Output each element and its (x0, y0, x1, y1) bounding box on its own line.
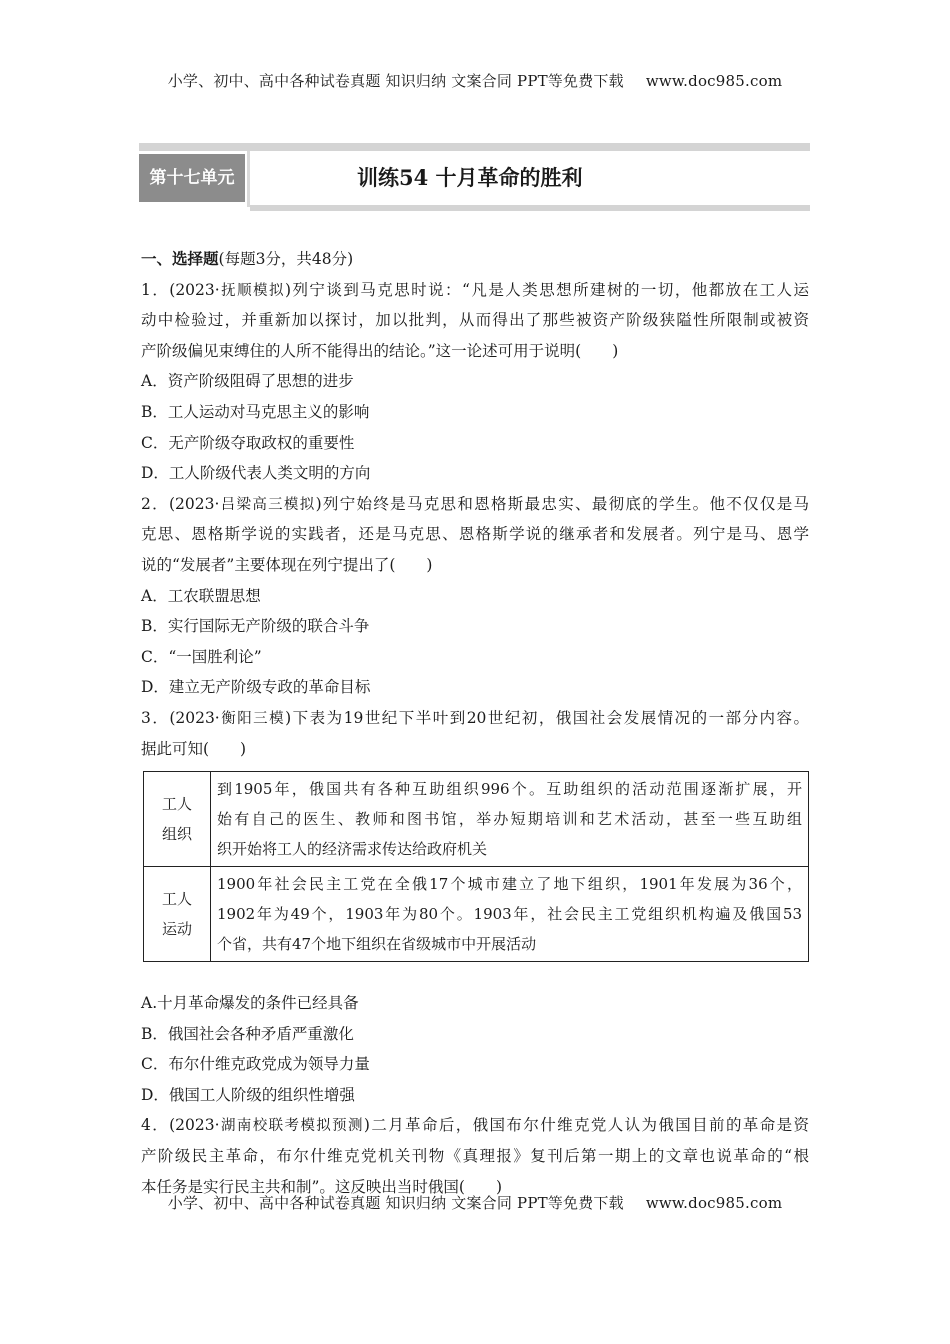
question-number: 3．(2023· (141, 708, 220, 727)
question-content (141, 244, 809, 1202)
page-footer (0, 1192, 950, 1213)
table-row-label: 工人 组织 (144, 772, 211, 867)
question-stem-line: 本任务是实行民主共和制”。这反映出当时俄国( ) (141, 1177, 503, 1196)
question-number: 4．(2023· (141, 1116, 220, 1135)
option-a[interactable]: A．工农联盟思想 (141, 586, 261, 605)
table-row (144, 867, 809, 962)
table-cell: 到1905年，俄国共有各种互助组织996个。互助组织的活动范围逐渐扩展，开 始有自己的医生、教师和图书馆，举办短期培训和艺术活动，甚至一些互助组 织开始将工人的经济需求传达给政府机关 (211, 772, 809, 867)
question-source: 抚顺模拟 (219, 282, 285, 299)
table-cell: 1900年社会民主工党在全俄17个城市建立了地下组织，1901年发展为36个， 1902年为49个，1903年为80个。1903年，社会民主工党组织机构遍及俄国53 个省，共有47个地下组织在省级城市中开展活动 (211, 867, 809, 962)
question-stem-line: 克思、恩格斯学说的实践者，还是马克思、恩格斯学说的继承者和发展者。列宁是马、恩学 (141, 525, 809, 544)
section-heading (141, 244, 809, 275)
option-c[interactable]: C．无产阶级夺取政权的重要性 (141, 433, 355, 452)
question-3 (141, 703, 809, 1111)
option-b[interactable]: B．工人运动对马克思主义的影响 (141, 402, 370, 421)
question-stem-line: 1．(2023·抚顺模拟)列宁谈到马克思时说：“凡是人类思想所建树的一切，他都放在工人运 (141, 280, 809, 299)
option-d[interactable]: D．建立无产阶级专政的革命目标 (141, 678, 371, 697)
option-a[interactable]: A．资产阶级阻碍了思想的进步 (141, 372, 354, 391)
banner-divider (247, 151, 250, 207)
question-stem-line: 2．(2023·吕梁高三模拟)列宁始终是马克思和恩格斯最忠实、最彻底的学生。他不仅仅是马 (141, 494, 809, 513)
page-header (0, 70, 950, 91)
question-stem-line: 3．(2023·衡阳三模)下表为19世纪下半叶到20世纪初，俄国社会发展情况的一部分内容。 (141, 708, 810, 727)
table-row (144, 772, 809, 867)
option-b[interactable]: B．实行国际无产阶级的联合斗争 (141, 617, 370, 636)
section-note: (每题3分，共48分) (218, 250, 354, 268)
question-source: 衡阳三模 (219, 710, 286, 727)
option-c[interactable]: C．布尔什维克政党成为领导力量 (141, 1055, 370, 1074)
header-site[interactable]: www.doc985.com (645, 72, 783, 90)
banner-bottom-rule (250, 205, 810, 211)
question-stem-line: 据此可知( ) (141, 739, 247, 758)
option-d[interactable]: D．工人阶级代表人类文明的方向 (141, 464, 371, 483)
footer-text: 小学、初中、高中各种试卷真题 知识归纳 文案合同 PPT等免费下载 (167, 1194, 624, 1212)
question-source: 湖南校联考模拟预测 (219, 1118, 364, 1135)
question-4 (141, 1110, 809, 1202)
question-stem-line: 4．(2023·湖南校联考模拟预测)二月革命后，俄国布尔什维克党人认为俄国目前的革命是资 (141, 1116, 809, 1135)
section-title: 一、选择题 (141, 249, 219, 268)
question-1 (141, 275, 809, 489)
data-table (143, 771, 809, 962)
option-d[interactable]: D．俄国工人阶级的组织性增强 (141, 1085, 355, 1104)
question-stem-line: 说的“发展者”主要体现在列宁提出了( ) (141, 555, 433, 574)
table-row-label: 工人 运动 (144, 867, 211, 962)
option-a[interactable]: A.十月革命爆发的条件已经具备 (141, 994, 359, 1013)
question-number: 1．(2023· (141, 280, 220, 299)
unit-banner (139, 143, 810, 213)
page-title: 训练54 十月革命的胜利 (357, 165, 583, 190)
question-number: 2．(2023· (141, 494, 220, 513)
unit-label: 第十七单元 (139, 154, 245, 202)
question-stem-line: 产阶级民主革命，布尔什维克党机关刊物《真理报》复刊后第一期上的文章也说革命的“根 (141, 1147, 809, 1166)
option-b[interactable]: B．俄国社会各种矛盾严重激化 (141, 1024, 354, 1043)
question-source: 吕梁高三模拟 (219, 496, 316, 513)
header-text: 小学、初中、高中各种试卷真题 知识归纳 文案合同 PPT等免费下载 (167, 72, 624, 90)
footer-site[interactable]: www.doc985.com (645, 1194, 783, 1212)
question-2 (141, 489, 809, 703)
banner-top-rule (139, 143, 810, 151)
question-stem-line: 动中检验过，并重新加以探讨，加以批判，从而得出了那些被资产阶级狭隘性所限制或被资 (141, 311, 809, 330)
question-stem-line: 产阶级偏见束缚住的人所不能得出的结论。”这一论述可用于说明( ) (141, 341, 619, 360)
option-c[interactable]: C．“一国胜利论” (141, 647, 262, 666)
